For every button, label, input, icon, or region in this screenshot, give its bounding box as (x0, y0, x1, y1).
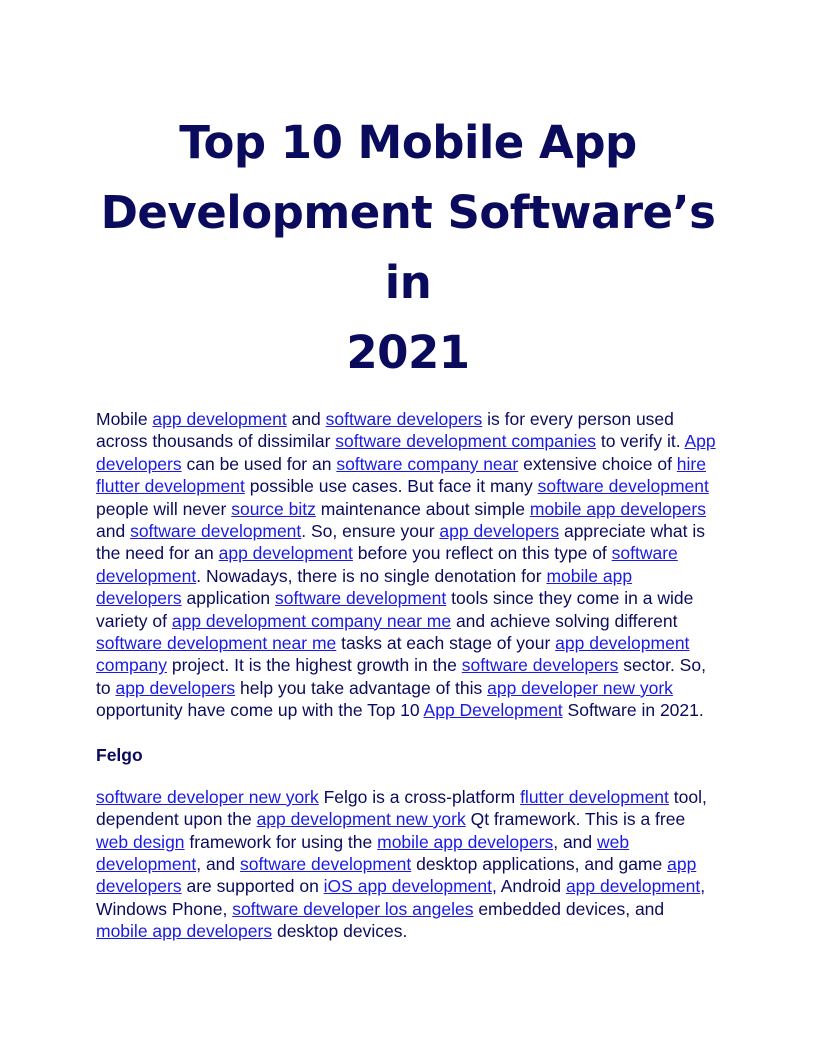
inline-link[interactable]: software developer new york (96, 786, 319, 807)
inline-link[interactable]: mobile app developers (96, 565, 633, 609)
body-text: to verify it. (595, 431, 685, 452)
page-title (96, 108, 720, 388)
inline-link[interactable]: mobile app developers (96, 921, 273, 942)
body-text: is for every person used across thousands of dissimilar (96, 409, 674, 452)
body-text: help you take advantage of this (235, 677, 488, 698)
inline-link[interactable]: app development new york (256, 809, 466, 830)
inline-link[interactable]: app developers (439, 521, 560, 542)
body-text: , and (196, 853, 241, 874)
body-text: project. It is the highest growth in the (167, 655, 462, 676)
inline-link[interactable]: software company near (336, 453, 519, 474)
inline-link[interactable]: web development (96, 831, 630, 874)
inline-link[interactable]: hire flutter development (96, 453, 706, 497)
intro-paragraph (96, 408, 720, 722)
inline-link[interactable]: flutter development (520, 786, 669, 807)
title-line-1: Top 10 Mobile App (179, 116, 637, 169)
section-heading-felgo: Felgo (96, 744, 143, 765)
title-line-3: 2021 (346, 326, 470, 379)
inline-link[interactable]: mobile app developers (377, 831, 554, 852)
body-text: and achieve solving different (451, 610, 678, 631)
body-text: are supported on (181, 876, 324, 897)
inline-link[interactable]: App Development (423, 700, 563, 721)
body-text: framework for using the (184, 831, 378, 852)
body-text: sector. So, to (96, 655, 706, 698)
body-text: can be used for an (181, 453, 337, 474)
body-text: and (286, 409, 326, 429)
body-text: desktop devices. (272, 921, 408, 942)
body-text: Mobile (96, 409, 153, 429)
inline-link[interactable]: app developer new york (487, 677, 673, 698)
body-text: tool, dependent upon the (96, 786, 707, 830)
body-text: appreciate what is the need for an (96, 521, 706, 564)
inline-link[interactable]: iOS app development (323, 876, 492, 897)
body-text: , and (553, 831, 598, 852)
inline-link[interactable]: software development near me (96, 633, 337, 654)
body-text: Qt framework. This is a free (465, 809, 686, 830)
inline-link[interactable]: App developers (96, 431, 716, 474)
inline-link[interactable]: app developers (96, 853, 697, 897)
inline-link[interactable]: software development (240, 853, 412, 874)
inline-link[interactable]: mobile app developers (529, 498, 706, 519)
body-text: tasks at each stage of your (336, 633, 556, 654)
body-text: embedded devices, and (473, 898, 665, 919)
body-text: maintenance about simple (315, 498, 530, 519)
inline-link[interactable]: software development (537, 476, 709, 497)
inline-link[interactable]: app development (152, 409, 287, 429)
body-text: Felgo is a cross-platform (318, 786, 521, 807)
felgo-paragraph (96, 786, 720, 943)
inline-link[interactable]: software development (130, 521, 302, 542)
body-text: extensive choice of (518, 453, 677, 474)
body-text: tools since they come in a wide variety of (96, 588, 694, 631)
inline-link[interactable]: software developer los angeles (232, 898, 474, 919)
inline-link[interactable]: app development (565, 876, 701, 897)
inline-link[interactable]: app developers (115, 677, 236, 698)
body-text: application (181, 588, 276, 609)
body-text: , Windows Phone, (96, 876, 706, 919)
body-text: . Nowadays, there is no single denotation for (196, 565, 547, 586)
inline-link[interactable]: software development companies (335, 431, 596, 452)
title-line-2: Development Software’s in (100, 186, 716, 309)
inline-link[interactable]: app development (218, 543, 353, 564)
inline-link[interactable]: software development (96, 543, 678, 586)
inline-link[interactable]: app development company near me (171, 610, 452, 631)
body-text: people will never (96, 498, 232, 519)
body-text: , Android (491, 876, 566, 897)
body-text: opportunity have come up with the Top 10 (96, 700, 424, 721)
body-text: and (96, 521, 131, 542)
inline-link[interactable]: software developers (461, 655, 619, 676)
body-text: desktop applications, and game (411, 853, 668, 874)
inline-link[interactable]: app development company (96, 633, 690, 676)
body-text: possible use cases. But face it many (244, 476, 538, 497)
inline-link[interactable]: software developers (325, 409, 483, 429)
inline-link[interactable]: web design (96, 831, 185, 852)
inline-link[interactable]: source bitz (231, 498, 316, 519)
body-text: before you reflect on this type of (352, 543, 612, 564)
body-text: Software in 2021. (562, 700, 704, 721)
inline-link[interactable]: software development (275, 588, 447, 609)
body-text: . So, ensure your (301, 521, 440, 542)
